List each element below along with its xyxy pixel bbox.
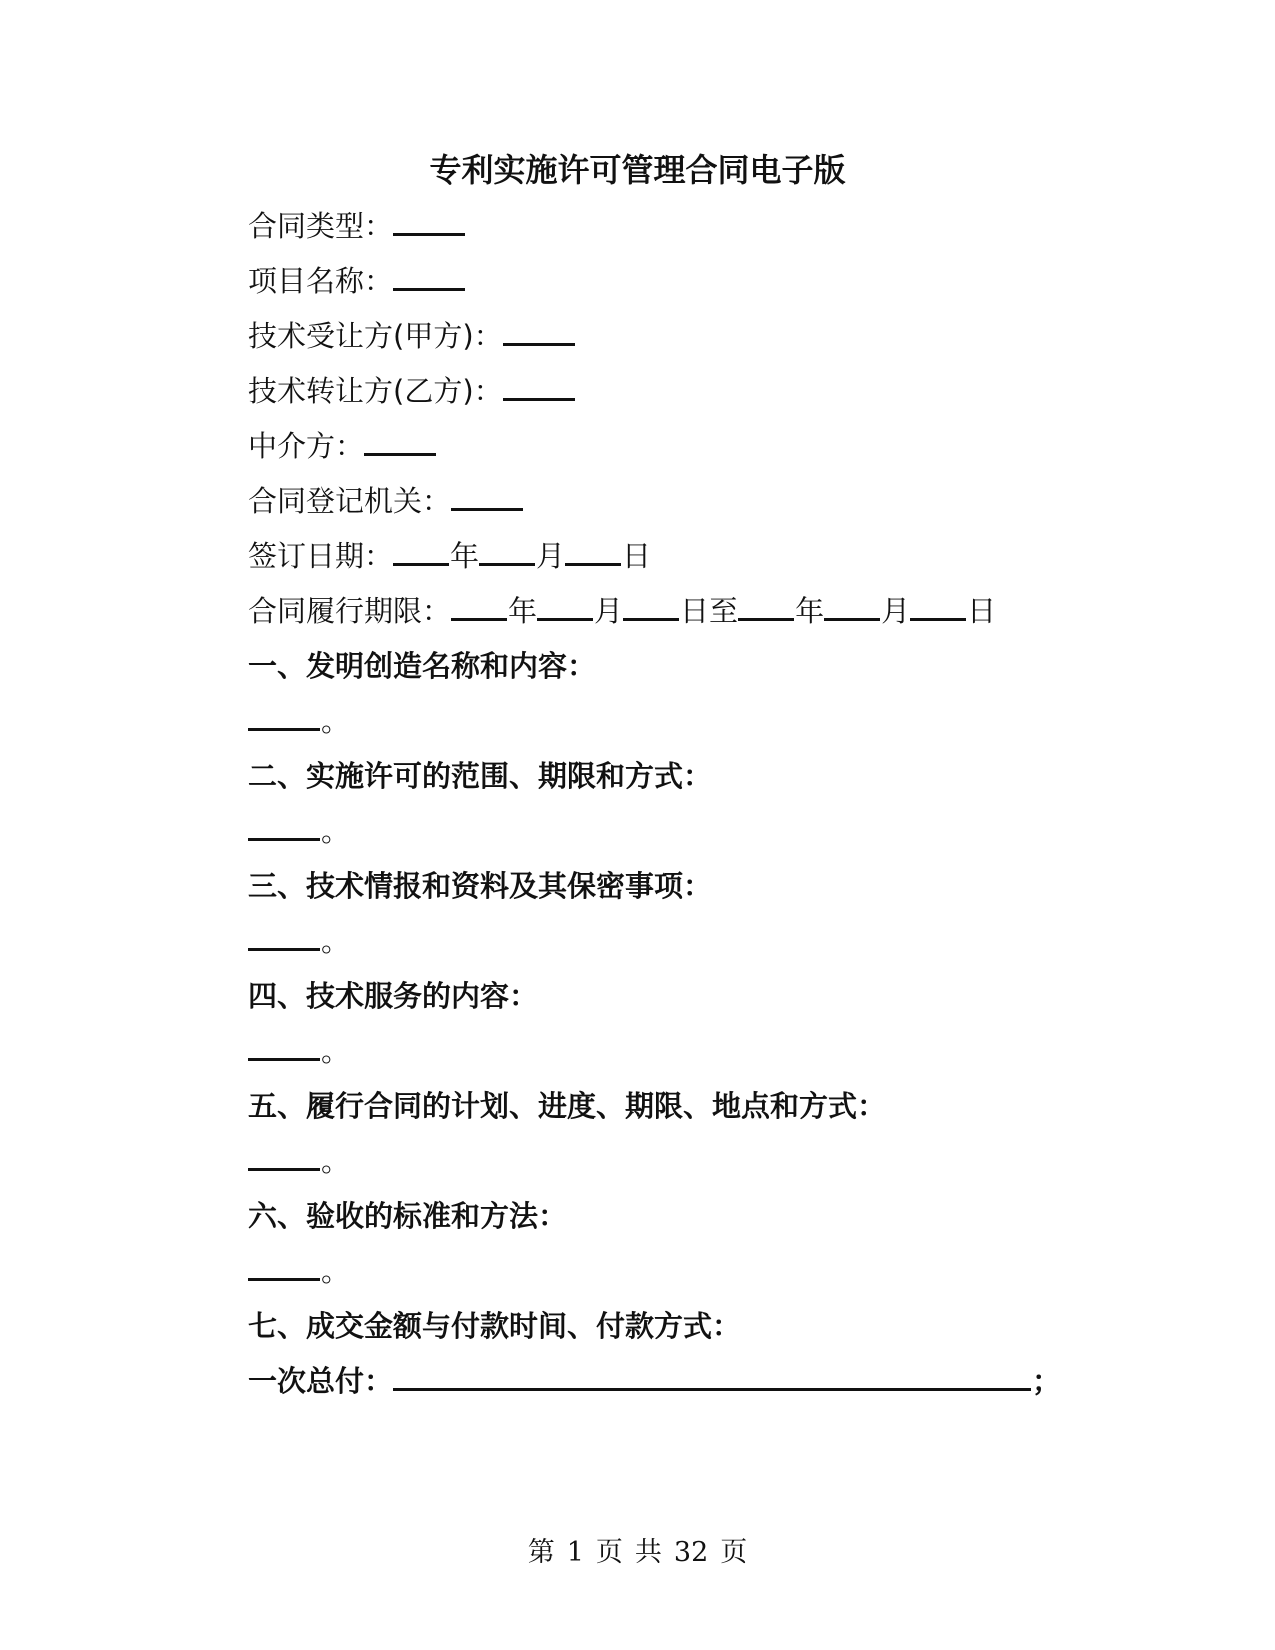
field-performance-period xyxy=(248,592,996,630)
field-sign-date xyxy=(248,537,651,575)
blank-line xyxy=(393,1366,1031,1391)
blank-line xyxy=(393,541,449,566)
field-label: 技术转让方(乙方)： xyxy=(248,374,503,408)
footer-total-pages: 32 xyxy=(673,1537,709,1568)
field-label: 技术受让方(甲方)： xyxy=(248,319,503,353)
blank-line xyxy=(623,596,679,621)
section-heading-4: 四、技术服务的内容： xyxy=(248,979,539,1013)
month-label: 月 xyxy=(536,539,566,573)
blank-line xyxy=(248,816,320,841)
document-title: 专利实施许可管理合同电子版 xyxy=(429,151,846,189)
section-end: 。 xyxy=(321,704,351,738)
lump-sum-end: ； xyxy=(1032,1364,1062,1398)
day-label: 日 xyxy=(967,594,997,628)
section-blank-6 xyxy=(248,1252,350,1290)
blank-line xyxy=(910,596,966,621)
field-label: 签订日期： xyxy=(248,539,394,573)
field-transferor xyxy=(248,372,576,410)
page-footer xyxy=(0,1536,1275,1570)
blank-line xyxy=(451,486,523,511)
section-end: 。 xyxy=(321,924,351,958)
section-end: 。 xyxy=(321,1034,351,1068)
blank-line xyxy=(248,926,320,951)
year-label: 年 xyxy=(795,594,825,628)
section-heading-5: 五、履行合同的计划、进度、期限、地点和方式： xyxy=(248,1089,887,1123)
blank-line xyxy=(824,596,880,621)
blank-line xyxy=(248,1036,320,1061)
lump-sum-label: 一次总付： xyxy=(248,1364,394,1398)
blank-line xyxy=(479,541,535,566)
day-to-label: 日至 xyxy=(680,594,739,628)
blank-line xyxy=(393,211,465,236)
footer-page-number: 1 xyxy=(566,1537,584,1568)
field-contract-type xyxy=(248,207,466,245)
section-heading-1: 一、发明创造名称和内容： xyxy=(248,649,597,683)
field-label: 中介方： xyxy=(248,429,365,463)
section-heading-3: 三、技术情报和资料及其保密事项： xyxy=(248,869,713,903)
blank-line xyxy=(537,596,593,621)
section-blank-4 xyxy=(248,1032,350,1070)
field-project-name xyxy=(248,262,466,300)
field-label: 合同登记机关： xyxy=(248,484,452,518)
section-blank-5 xyxy=(248,1142,350,1180)
field-intermediary xyxy=(248,427,437,465)
day-label: 日 xyxy=(622,539,652,573)
lump-sum-payment xyxy=(248,1362,1061,1400)
section-heading-2: 二、实施许可的范围、期限和方式： xyxy=(248,759,713,793)
year-label: 年 xyxy=(450,539,480,573)
field-label: 项目名称： xyxy=(248,264,394,298)
field-label: 合同履行期限： xyxy=(248,594,452,628)
footer-ye2: 页 xyxy=(720,1537,748,1568)
section-heading-7: 七、成交金额与付款时间、付款方式： xyxy=(248,1309,742,1343)
field-registration-authority xyxy=(248,482,524,520)
blank-line xyxy=(248,1256,320,1281)
blank-line xyxy=(503,321,575,346)
month-label: 月 xyxy=(594,594,624,628)
field-label: 合同类型： xyxy=(248,209,394,243)
blank-line xyxy=(248,706,320,731)
month-label: 月 xyxy=(881,594,911,628)
footer-gong: 共 xyxy=(634,1537,662,1568)
section-blank-3 xyxy=(248,922,350,960)
blank-line xyxy=(248,1146,320,1171)
section-end: 。 xyxy=(321,814,351,848)
blank-line xyxy=(364,431,436,456)
blank-line xyxy=(503,376,575,401)
blank-line xyxy=(738,596,794,621)
section-end: 。 xyxy=(321,1144,351,1178)
footer-ye: 页 xyxy=(595,1537,623,1568)
section-blank-2 xyxy=(248,812,350,850)
section-blank-1 xyxy=(248,702,350,740)
field-transferee xyxy=(248,317,576,355)
section-end: 。 xyxy=(321,1254,351,1288)
year-label: 年 xyxy=(508,594,538,628)
blank-line xyxy=(393,266,465,291)
blank-line xyxy=(565,541,621,566)
footer-di: 第 xyxy=(527,1537,555,1568)
section-heading-6: 六、验收的标准和方法： xyxy=(248,1199,568,1233)
blank-line xyxy=(451,596,507,621)
